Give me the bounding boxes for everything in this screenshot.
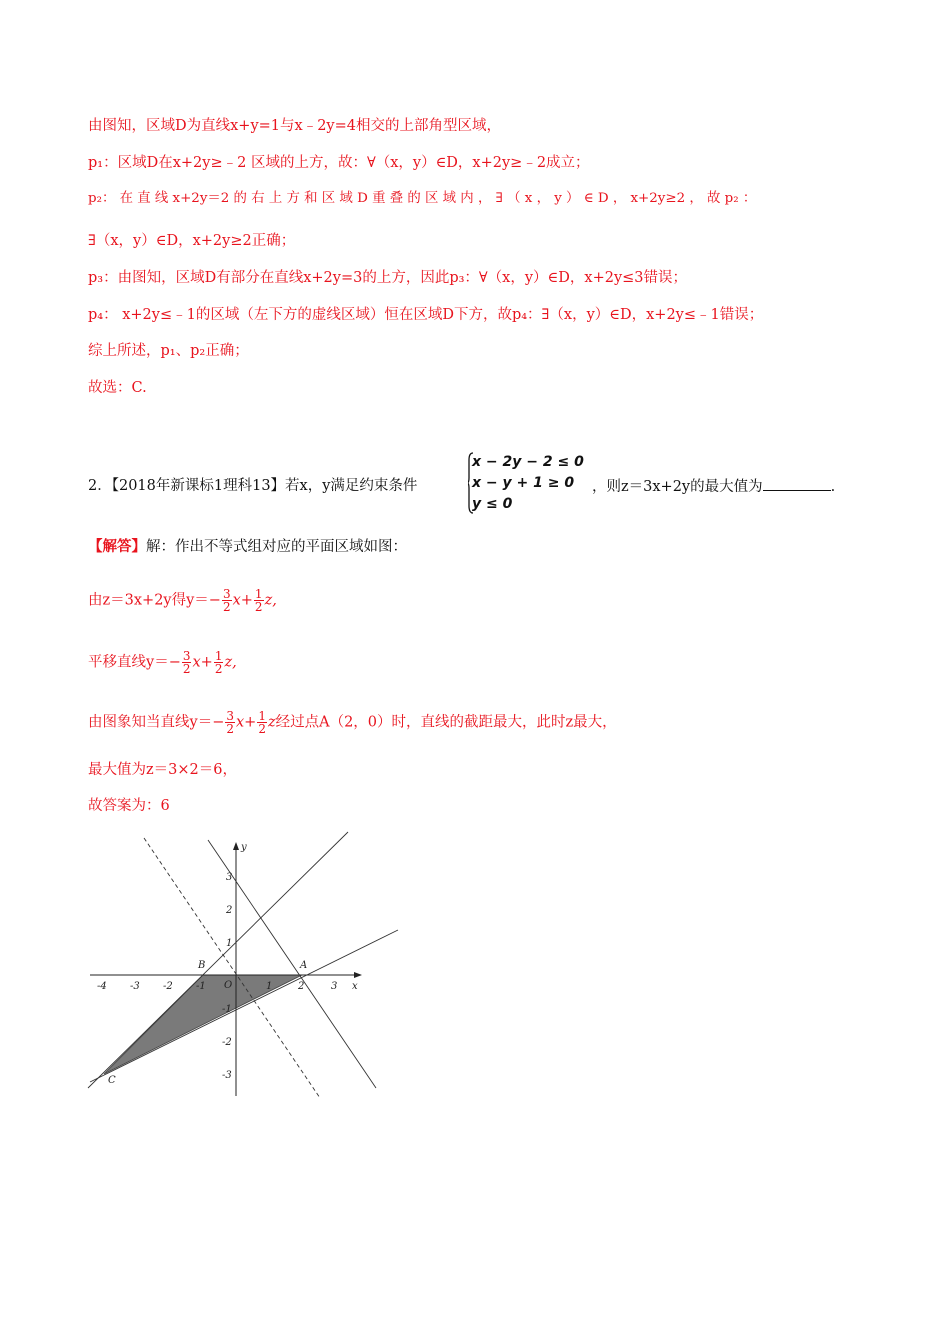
answer-line-6: 故答案为：6 bbox=[88, 798, 170, 814]
x-tick-label: 1 bbox=[266, 981, 273, 992]
x-plus: x+ bbox=[235, 714, 257, 731]
sol1-line-1: 由图知，区域D为直线x+y=1与x﹣2y=4相交的上部角型区域， bbox=[88, 118, 501, 134]
sol1-line-5: p₃：由图知，区域D有部分在直线x+2y=3的上方，因此p₃：∀（x，y）∈D，x+2y≤3错误； bbox=[88, 270, 688, 286]
y-tick-label: 3 bbox=[226, 872, 233, 883]
sol1-line-3: p₂： 在 直 线 x+2y＝2 的 右 上 方 和 区 域 D 重 叠 的 区 域 内 ， ∃ （ x ， y ） ∈ D ， x+2y≥2 ， 故 p₂ ： bbox=[88, 191, 757, 206]
question-2-suffix bbox=[592, 476, 835, 497]
sol1-line-7: 综上所述，p₁、p₂正确； bbox=[88, 343, 249, 359]
x-tick-label: -2 bbox=[163, 981, 173, 992]
feasible-region-graph bbox=[86, 826, 406, 1106]
sol1-line-6: p₄： x+2y≤﹣1的区域（左下方的虚线区域）恒在区域D下方，故p₄：∃（x，y）∈D，x+2y≤﹣1错误； bbox=[88, 307, 764, 323]
origin-label: O bbox=[224, 980, 233, 991]
answer-line-1 bbox=[88, 537, 407, 557]
constraint-3: y ≤ 0 bbox=[472, 496, 513, 512]
sol1-line-4: ∃（x，y）∈D，x+2y≥2正确； bbox=[88, 233, 296, 249]
fraction-1-2: $\frac{1}{2}$ bbox=[214, 649, 223, 676]
x-tick-label: -1 bbox=[196, 981, 206, 992]
x-tick-label: -4 bbox=[97, 981, 107, 992]
constraint-2: x − y + 1 ≥ 0 bbox=[472, 475, 575, 491]
y-tick-label: 1 bbox=[226, 938, 233, 949]
y-axis-label: y bbox=[241, 842, 247, 853]
point-label-c: C bbox=[108, 1075, 116, 1086]
x-tick-label: -3 bbox=[130, 981, 140, 992]
fraction-3-2: $\frac{3}{2}$ bbox=[222, 587, 231, 614]
y-tick-label: -3 bbox=[222, 1070, 232, 1081]
z-var: z bbox=[267, 714, 276, 731]
answer-line-4-text: 由图象知当直线y＝− bbox=[88, 714, 225, 731]
fraction-1-2: $\frac{1}{2}$ bbox=[258, 709, 266, 736]
fraction-3-2: $\frac{3}{2}$ bbox=[226, 709, 234, 736]
answer-line-4 bbox=[88, 710, 617, 735]
answer-head: 【解答】 bbox=[88, 538, 146, 555]
x-tick-label: 2 bbox=[298, 981, 305, 992]
constraint-1: x − 2y − 2 ≤ 0 bbox=[472, 454, 584, 470]
fraction-1-2: $\frac{1}{2}$ bbox=[254, 587, 263, 614]
answer-line-4-rest: 经过点A（2，0）时，直线的截距最大，此时z最大， bbox=[275, 714, 617, 731]
x-axis-label: x bbox=[352, 981, 358, 992]
y-tick-label: -2 bbox=[222, 1037, 232, 1048]
sol1-line-2: p₁：区域D在x+2y≥﹣2 区域的上方，故：∀（x，y）∈D，x+2y≥﹣2成立； bbox=[88, 155, 590, 171]
answer-blank bbox=[763, 476, 831, 491]
x-plus: x+ bbox=[232, 592, 253, 609]
answer-line-3-text: 平移直线y＝− bbox=[88, 654, 181, 671]
question-2-prefix: 2．【2018年新课标1理科13】若x，y满足约束条件 bbox=[88, 478, 418, 494]
answer-intro: 解：作出不等式组对应的平面区域如图： bbox=[146, 539, 407, 555]
x-tick-label: 3 bbox=[331, 981, 338, 992]
constraint-system bbox=[472, 452, 584, 515]
line-x-minus-y-plus-1 bbox=[88, 832, 348, 1088]
question-2-end: . bbox=[830, 479, 836, 495]
z-var: z, bbox=[264, 592, 277, 609]
line-x-minus-2y-minus-2 bbox=[90, 930, 398, 1082]
y-tick-label: 2 bbox=[226, 905, 233, 916]
x-axis-arrow bbox=[354, 972, 362, 978]
x-plus: x+ bbox=[192, 654, 213, 671]
answer-line-3 bbox=[88, 650, 237, 675]
answer-line-5: 最大值为z＝3×2＝6， bbox=[88, 762, 237, 778]
fraction-3-2: $\frac{3}{2}$ bbox=[182, 649, 191, 676]
y-tick-label: -1 bbox=[222, 1004, 232, 1015]
answer-line-2-text: 由z＝3x+2y得y＝− bbox=[88, 592, 221, 609]
answer-line-2 bbox=[88, 588, 277, 613]
z-var: z, bbox=[224, 654, 237, 671]
sol1-line-8: 故选：C. bbox=[88, 380, 147, 396]
line-3x-plus-2y-6 bbox=[208, 840, 376, 1088]
question-2-suffix-text: ，则z＝3x+2y的最大值为 bbox=[592, 479, 763, 495]
point-label-a: A bbox=[300, 960, 308, 971]
point-label-b: B bbox=[198, 960, 206, 971]
y-axis-arrow bbox=[233, 842, 239, 850]
